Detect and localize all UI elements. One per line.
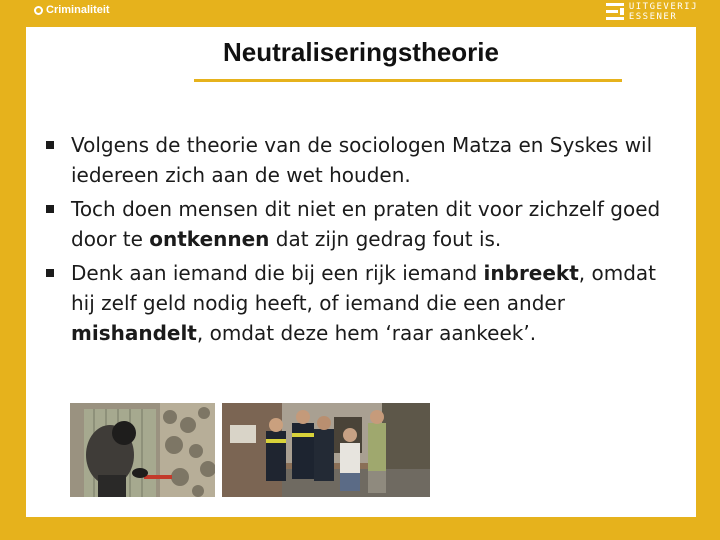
police-photo [222, 403, 430, 497]
burglar-image [70, 403, 215, 497]
header-category [34, 4, 110, 16]
bullet-item: Toch doen mensen dit niet en praten dit voor zichzelf goed door te ontkennen dat zijn gedrag fout is. [46, 194, 686, 254]
title-underline [194, 79, 622, 82]
publisher-name-line1: UITGEVERIJ [628, 2, 698, 12]
category-label: Criminaliteit [46, 4, 110, 16]
publisher-name-line2: ESSENER [628, 12, 678, 22]
publisher-logo-icon [605, 2, 625, 22]
emphasis-mishandelt: mishandelt [71, 321, 197, 345]
slide-title: Neutraliseringstheorie [223, 37, 499, 67]
bullet-item: Volgens de theorie van de sociologen Matza en Syskes wil iedereen zich aan de wet houden. [46, 130, 686, 190]
category-icon [34, 6, 43, 15]
emphasis-inbreekt: inbreekt [483, 261, 579, 285]
emphasis-ontkennen: ontkennen [149, 227, 270, 251]
bullet-list [46, 130, 686, 352]
slide-panel [26, 27, 696, 517]
bullet-item: Denk aan iemand die bij een rijk iemand inbreekt, omdat hij zelf geld nodig heeft, of iemand die een ander mishandelt, omdat deze hem ‘raar aankeek’. [46, 258, 686, 348]
publisher-logo [605, 2, 698, 22]
police-image [222, 403, 430, 497]
burglar-photo [70, 403, 215, 497]
